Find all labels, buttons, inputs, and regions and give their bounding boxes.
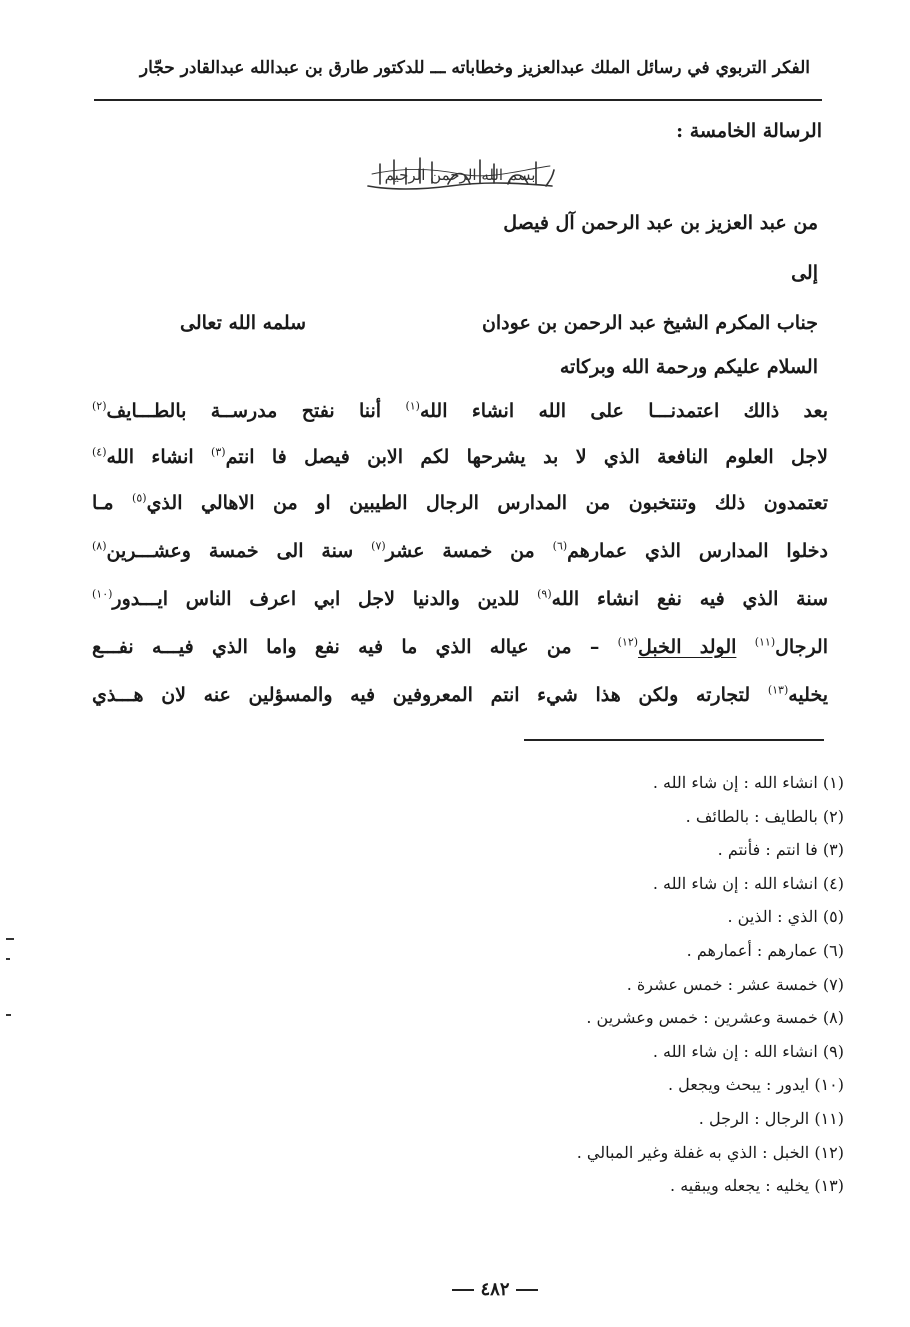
letter-sender: من عبد العزيز بن عبد الرحمن آل فيصل	[503, 212, 818, 234]
letter-greeting: السلام عليكم ورحمة الله وبركاته	[559, 356, 818, 378]
footnote-item: (١٢) الخبل : الذي به غفلة وغير المبالي .	[576, 1142, 844, 1162]
footnote-item: (١٣) يخليه : يجعله ويبقيه .	[670, 1176, 844, 1196]
letter-blessing: سلمه الله تعالى	[180, 312, 307, 334]
body-line: الرجال$^{(١١)}$ الولد الخبل$^{(١٢)}$ – من عياله الذي ما فيه نفع واما الذي فيـــه نفـــع	[92, 635, 828, 658]
footnote-item: (٦) عمارهم : أعمارهم .	[686, 940, 844, 960]
footnote-item: (٥) الذي : الذين .	[727, 907, 844, 927]
footnote-item: (٤) انشاء الله : إن شاء الله .	[652, 873, 844, 893]
footnotes-list	[324, 766, 844, 1203]
footnote-ref[interactable]: (٨)	[92, 539, 107, 553]
footnote-ref[interactable]: (٤)	[92, 445, 107, 459]
footnote-rule	[524, 739, 824, 741]
footnote-item: (١١) الرجال : الرجل .	[698, 1108, 844, 1128]
margin-mark	[6, 938, 14, 940]
footnote-ref[interactable]: (١٣)	[767, 683, 789, 697]
footnote-ref[interactable]: (٩)	[537, 587, 552, 601]
footnote-ref[interactable]: (٥)	[132, 491, 147, 505]
page-number-dash	[452, 1289, 474, 1291]
footnote-ref[interactable]: (٢)	[92, 399, 107, 413]
margin-mark	[6, 1014, 11, 1016]
body-line: لاجل العلوم النافعة الذي لا بد يشرحها لكم الابن فيصل فا انتم$^{(٣)}$ انشاء الله$^{(٤)}$	[92, 445, 829, 468]
page-number-dash	[516, 1289, 538, 1291]
basmala-calligraphy	[360, 150, 560, 196]
letter-recipient-prefix: إلى	[791, 262, 818, 284]
footnote-item: (٢) بالطايف : بالطائف .	[685, 806, 844, 826]
body-line: تعتمدون ذلك وتنتخبون من المدارس الرجال الطيبين او من الاهالي الذي$^{(٥)}$ مـا	[92, 491, 828, 514]
svg-text:بسم الله الرحمن الرحيم: بسم الله الرحمن الرحيم	[384, 166, 536, 184]
footnote-ref[interactable]: (٦)	[552, 539, 568, 553]
footnote-item: (١٠) ايدور : يبحث ويجعل .	[668, 1075, 844, 1095]
body-line: دخلوا المدارس الذي عمارهم$^{(٦)}$ من خمسة عشر$^{(٧)}$ سنة الى خمسة وعشـــرين$^{(٨)}$	[92, 539, 828, 562]
footnote-ref[interactable]: (١)	[405, 399, 420, 413]
footnote-item: (٨) خمسة وعشرين : خمس وعشرين .	[586, 1008, 844, 1028]
margin-mark	[6, 958, 10, 960]
footnote-item: (١) انشاء الله : إن شاء الله .	[652, 773, 844, 792]
body-line: يخليه$^{(١٣)}$ لتجارته ولكن هذا شيء انتم المعروفين فيه والمسؤلين عنه لان هـــذي	[92, 683, 828, 706]
body-line: سنة الذي فيه نفع انشاء الله$^{(٩)}$ للدين والدنيا لاجل ابي اعرف الناس ايـــدور$^{(١٠)}$	[92, 587, 828, 610]
footnote-ref[interactable]: (١١)	[754, 635, 776, 649]
underlined-phrase: الولد الخبل	[638, 636, 737, 658]
page-number: ٤٨٢	[440, 1279, 550, 1300]
footnote-ref[interactable]: (٧)	[371, 539, 386, 553]
footnote-item: (٣) فا انتم : فأنتم .	[717, 840, 844, 860]
body-line: بعد ذالك اعتمدنـــا على الله انشاء الله$^{(١)}$ أننا نفتح مدرســة بالطـــايف$^{(٢)}$	[92, 399, 828, 422]
letter-heading: الرسالة الخامسة :	[676, 120, 822, 142]
footnote-ref[interactable]: (١٢)	[617, 635, 639, 649]
running-head: الفكر التربوي في رسائل الملك عبدالعزيز وخطاباته ـــ للدكتور طارق بن عبدالله عبدالقادر حجّار	[139, 58, 810, 78]
footnote-ref[interactable]: (٣)	[211, 445, 226, 459]
footnote-ref[interactable]: (١٠)	[92, 587, 113, 601]
footnote-item: (٩) انشاء الله : إن شاء الله .	[652, 1041, 844, 1061]
header-rule	[94, 99, 822, 101]
letter-addressee: جناب المكرم الشيخ عبد الرحمن بن عودان	[481, 312, 818, 334]
footnote-item: (٧) خمسة عشر : خمس عشرة .	[626, 974, 844, 994]
